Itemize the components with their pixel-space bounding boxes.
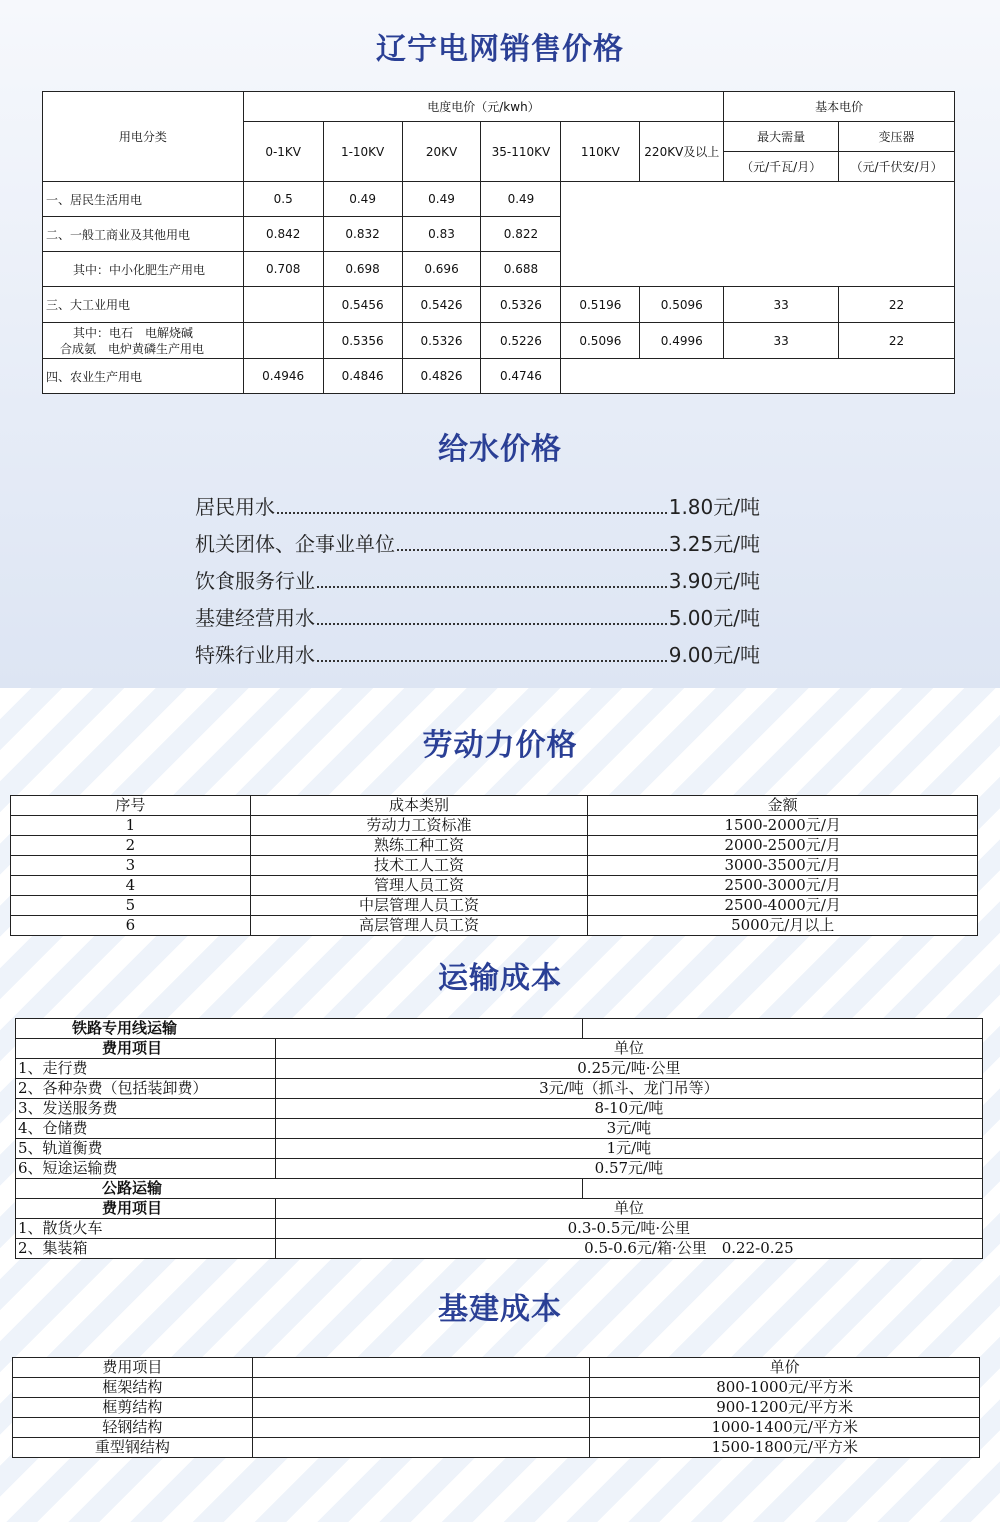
- labor-cell: 中层管理人员工资: [250, 896, 588, 916]
- rail-item: 4、仓储费: [16, 1119, 276, 1139]
- electricity-title: 辽宁电网销售价格: [376, 32, 624, 67]
- row-label-line: 合成氨 电炉黄磷生产用电: [60, 341, 205, 356]
- price-cell: 0.49: [323, 182, 402, 217]
- construction-item: 轻钢结构: [13, 1418, 253, 1438]
- empty-cell: [252, 1418, 590, 1438]
- road-unit-header: 单位: [275, 1199, 982, 1219]
- voltage-header: 35-110KV: [481, 122, 561, 182]
- construction-header: 费用项目: [13, 1358, 253, 1378]
- water-title: 给水价格: [438, 432, 562, 467]
- water-item-label: 机关团体、企事业单位: [195, 532, 395, 556]
- category-header: 用电分类: [43, 92, 244, 182]
- dot-leader: [317, 586, 667, 588]
- water-item-value: 3.25元/吨: [668, 532, 760, 556]
- price-cell: 0.5096: [640, 287, 724, 323]
- labor-cell: 1: [11, 816, 251, 836]
- empty-cell: [252, 1378, 590, 1398]
- labor-cell: 2000-2500元/月: [588, 836, 978, 856]
- rail-item-header: 费用项目: [16, 1039, 276, 1059]
- transport-cost-table: [15, 1018, 983, 1259]
- price-cell: 22: [839, 287, 955, 323]
- labor-cell: 2500-3000元/月: [588, 876, 978, 896]
- price-cell: 0.708: [243, 252, 323, 287]
- rail-section-title: 铁路专用线运输: [16, 1019, 583, 1039]
- water-item: [195, 527, 760, 557]
- rail-item-unit: 0.57元/吨: [275, 1159, 982, 1179]
- empty-cell: [561, 182, 955, 287]
- labor-header: 成本类别: [250, 796, 588, 816]
- price-cell: 33: [724, 287, 839, 323]
- empty-cell: [561, 359, 955, 394]
- price-cell: 0.842: [243, 217, 323, 252]
- labor-cell: 劳动力工资标准: [250, 816, 588, 836]
- empty-cell: [252, 1358, 590, 1378]
- price-cell: 0.4946: [243, 359, 323, 394]
- transformer-unit: （元/千伏安/月）: [839, 152, 955, 182]
- rail-item-unit: 3元/吨（抓斗、龙门吊等）: [275, 1079, 982, 1099]
- price-cell: 0.5: [243, 182, 323, 217]
- construction-title: 基建成本: [438, 1292, 562, 1327]
- empty-cell: [583, 1019, 983, 1039]
- row-label: 三、大工业用电: [43, 287, 244, 323]
- labor-cell: 5000元/月以上: [588, 916, 978, 936]
- rail-item: 3、发送服务费: [16, 1099, 276, 1119]
- voltage-header: 20KV: [402, 122, 481, 182]
- road-item-unit: 0.3-0.5元/吨·公里: [275, 1219, 982, 1239]
- labor-cell: 6: [11, 916, 251, 936]
- water-item-value: 1.80元/吨: [668, 495, 760, 519]
- price-cell: 0.4746: [481, 359, 561, 394]
- price-cell: 0.83: [402, 217, 481, 252]
- labor-cell: 熟练工种工资: [250, 836, 588, 856]
- water-item-label: 基建经营用水: [195, 606, 315, 630]
- labor-cell: 5: [11, 896, 251, 916]
- empty-cell: [252, 1398, 590, 1418]
- road-item: 1、散货火车: [16, 1219, 276, 1239]
- labor-cell: 1500-2000元/月: [588, 816, 978, 836]
- construction-item: 重型钢结构: [13, 1438, 253, 1458]
- price-cell: 0.49: [481, 182, 561, 217]
- empty-cell: [252, 1438, 590, 1458]
- water-item-label: 饮食服务行业: [195, 569, 315, 593]
- voltage-header: 0-1KV: [243, 122, 323, 182]
- labor-cell: 技术工人工资: [250, 856, 588, 876]
- empty-cell: [583, 1179, 983, 1199]
- construction-price: 1000-1400元/平方米: [590, 1418, 980, 1438]
- road-section-title: 公路运输: [16, 1179, 583, 1199]
- construction-cost-table: [12, 1357, 980, 1458]
- labor-cell: 2: [11, 836, 251, 856]
- row-label: 四、农业生产用电: [43, 359, 244, 394]
- price-cell: 0.5456: [323, 287, 402, 323]
- price-cell: 0.5196: [561, 287, 640, 323]
- price-cell: 0.5426: [402, 287, 481, 323]
- rail-item-unit: 1元/吨: [275, 1139, 982, 1159]
- labor-price-table: [10, 795, 978, 936]
- road-item: 2、集装箱: [16, 1239, 276, 1259]
- water-item-label: 特殊行业用水: [195, 643, 315, 667]
- labor-cell: 高层管理人员工资: [250, 916, 588, 936]
- water-item-value: 5.00元/吨: [668, 606, 760, 630]
- rail-item-unit: 0.25元/吨·公里: [275, 1059, 982, 1079]
- row-label-line: 其中：电石 电解烧碱: [73, 325, 194, 340]
- price-cell: 0.5226: [481, 323, 561, 359]
- transformer-header: 变压器: [839, 122, 955, 152]
- price-cell: 0.5326: [402, 323, 481, 359]
- price-cell: 0.696: [402, 252, 481, 287]
- rail-item-unit: 8-10元/吨: [275, 1099, 982, 1119]
- price-cell: 0.698: [323, 252, 402, 287]
- price-cell: 0.49: [402, 182, 481, 217]
- labor-cell: 2500-4000元/月: [588, 896, 978, 916]
- voltage-header: 1-10KV: [323, 122, 402, 182]
- price-cell: 0.688: [481, 252, 561, 287]
- water-item: [195, 490, 760, 520]
- rail-item-unit: 3元/吨: [275, 1119, 982, 1139]
- electricity-price-table: [42, 91, 955, 394]
- basic-price-header: 基本电价: [724, 92, 955, 122]
- row-label: 其中：中小化肥生产用电: [43, 252, 244, 287]
- labor-header: 金额: [588, 796, 978, 816]
- dot-leader: [317, 623, 667, 625]
- max-demand-unit: （元/千瓦/月）: [724, 152, 839, 182]
- row-label: [43, 323, 244, 359]
- labor-cell: 3000-3500元/月: [588, 856, 978, 876]
- rail-unit-header: 单位: [275, 1039, 982, 1059]
- price-cell: 0.5326: [481, 287, 561, 323]
- row-label: 一、居民生活用电: [43, 182, 244, 217]
- labor-header: 序号: [11, 796, 251, 816]
- transport-title: 运输成本: [438, 961, 562, 996]
- construction-price: 800-1000元/平方米: [590, 1378, 980, 1398]
- water-item-label: 居民用水: [195, 495, 275, 519]
- price-cell: 0.822: [481, 217, 561, 252]
- rail-item: 2、各种杂费（包括装卸费）: [16, 1079, 276, 1099]
- price-cell: 33: [724, 323, 839, 359]
- row-label: 二、一般工商业及其他用电: [43, 217, 244, 252]
- water-item-value: 9.00元/吨: [668, 643, 760, 667]
- water-item: [195, 564, 760, 594]
- labor-cell: 4: [11, 876, 251, 896]
- energy-price-header: 电度电价（元/kwh）: [243, 92, 724, 122]
- water-item-value: 3.90元/吨: [668, 569, 760, 593]
- price-cell: 0.5356: [323, 323, 402, 359]
- labor-title: 劳动力价格: [422, 728, 578, 763]
- rail-item: 5、轨道衡费: [16, 1139, 276, 1159]
- road-item-unit: 0.5-0.6元/箱·公里 0.22-0.25: [275, 1239, 982, 1259]
- price-cell: 0.4826: [402, 359, 481, 394]
- water-item: [195, 638, 760, 668]
- dot-leader: [277, 512, 667, 514]
- price-cell: 0.832: [323, 217, 402, 252]
- max-demand-header: 最大需量: [724, 122, 839, 152]
- voltage-header: 110KV: [561, 122, 640, 182]
- labor-cell: 管理人员工资: [250, 876, 588, 896]
- construction-item: 框剪结构: [13, 1398, 253, 1418]
- dot-leader: [317, 660, 667, 662]
- price-cell: 0.5096: [561, 323, 640, 359]
- water-item: [195, 601, 760, 631]
- price-cell: 22: [839, 323, 955, 359]
- rail-item: 6、短途运输费: [16, 1159, 276, 1179]
- labor-cell: 3: [11, 856, 251, 876]
- price-cell: 0.4996: [640, 323, 724, 359]
- construction-item: 框架结构: [13, 1378, 253, 1398]
- voltage-header: 220KV及以上: [640, 122, 724, 182]
- road-item-header: 费用项目: [16, 1199, 276, 1219]
- construction-header: 单价: [590, 1358, 980, 1378]
- construction-price: 900-1200元/平方米: [590, 1398, 980, 1418]
- construction-price: 1500-1800元/平方米: [590, 1438, 980, 1458]
- price-cell: [243, 323, 323, 359]
- price-cell: 0.4846: [323, 359, 402, 394]
- price-cell: [243, 287, 323, 323]
- rail-item: 1、走行费: [16, 1059, 276, 1079]
- dot-leader: [397, 549, 667, 551]
